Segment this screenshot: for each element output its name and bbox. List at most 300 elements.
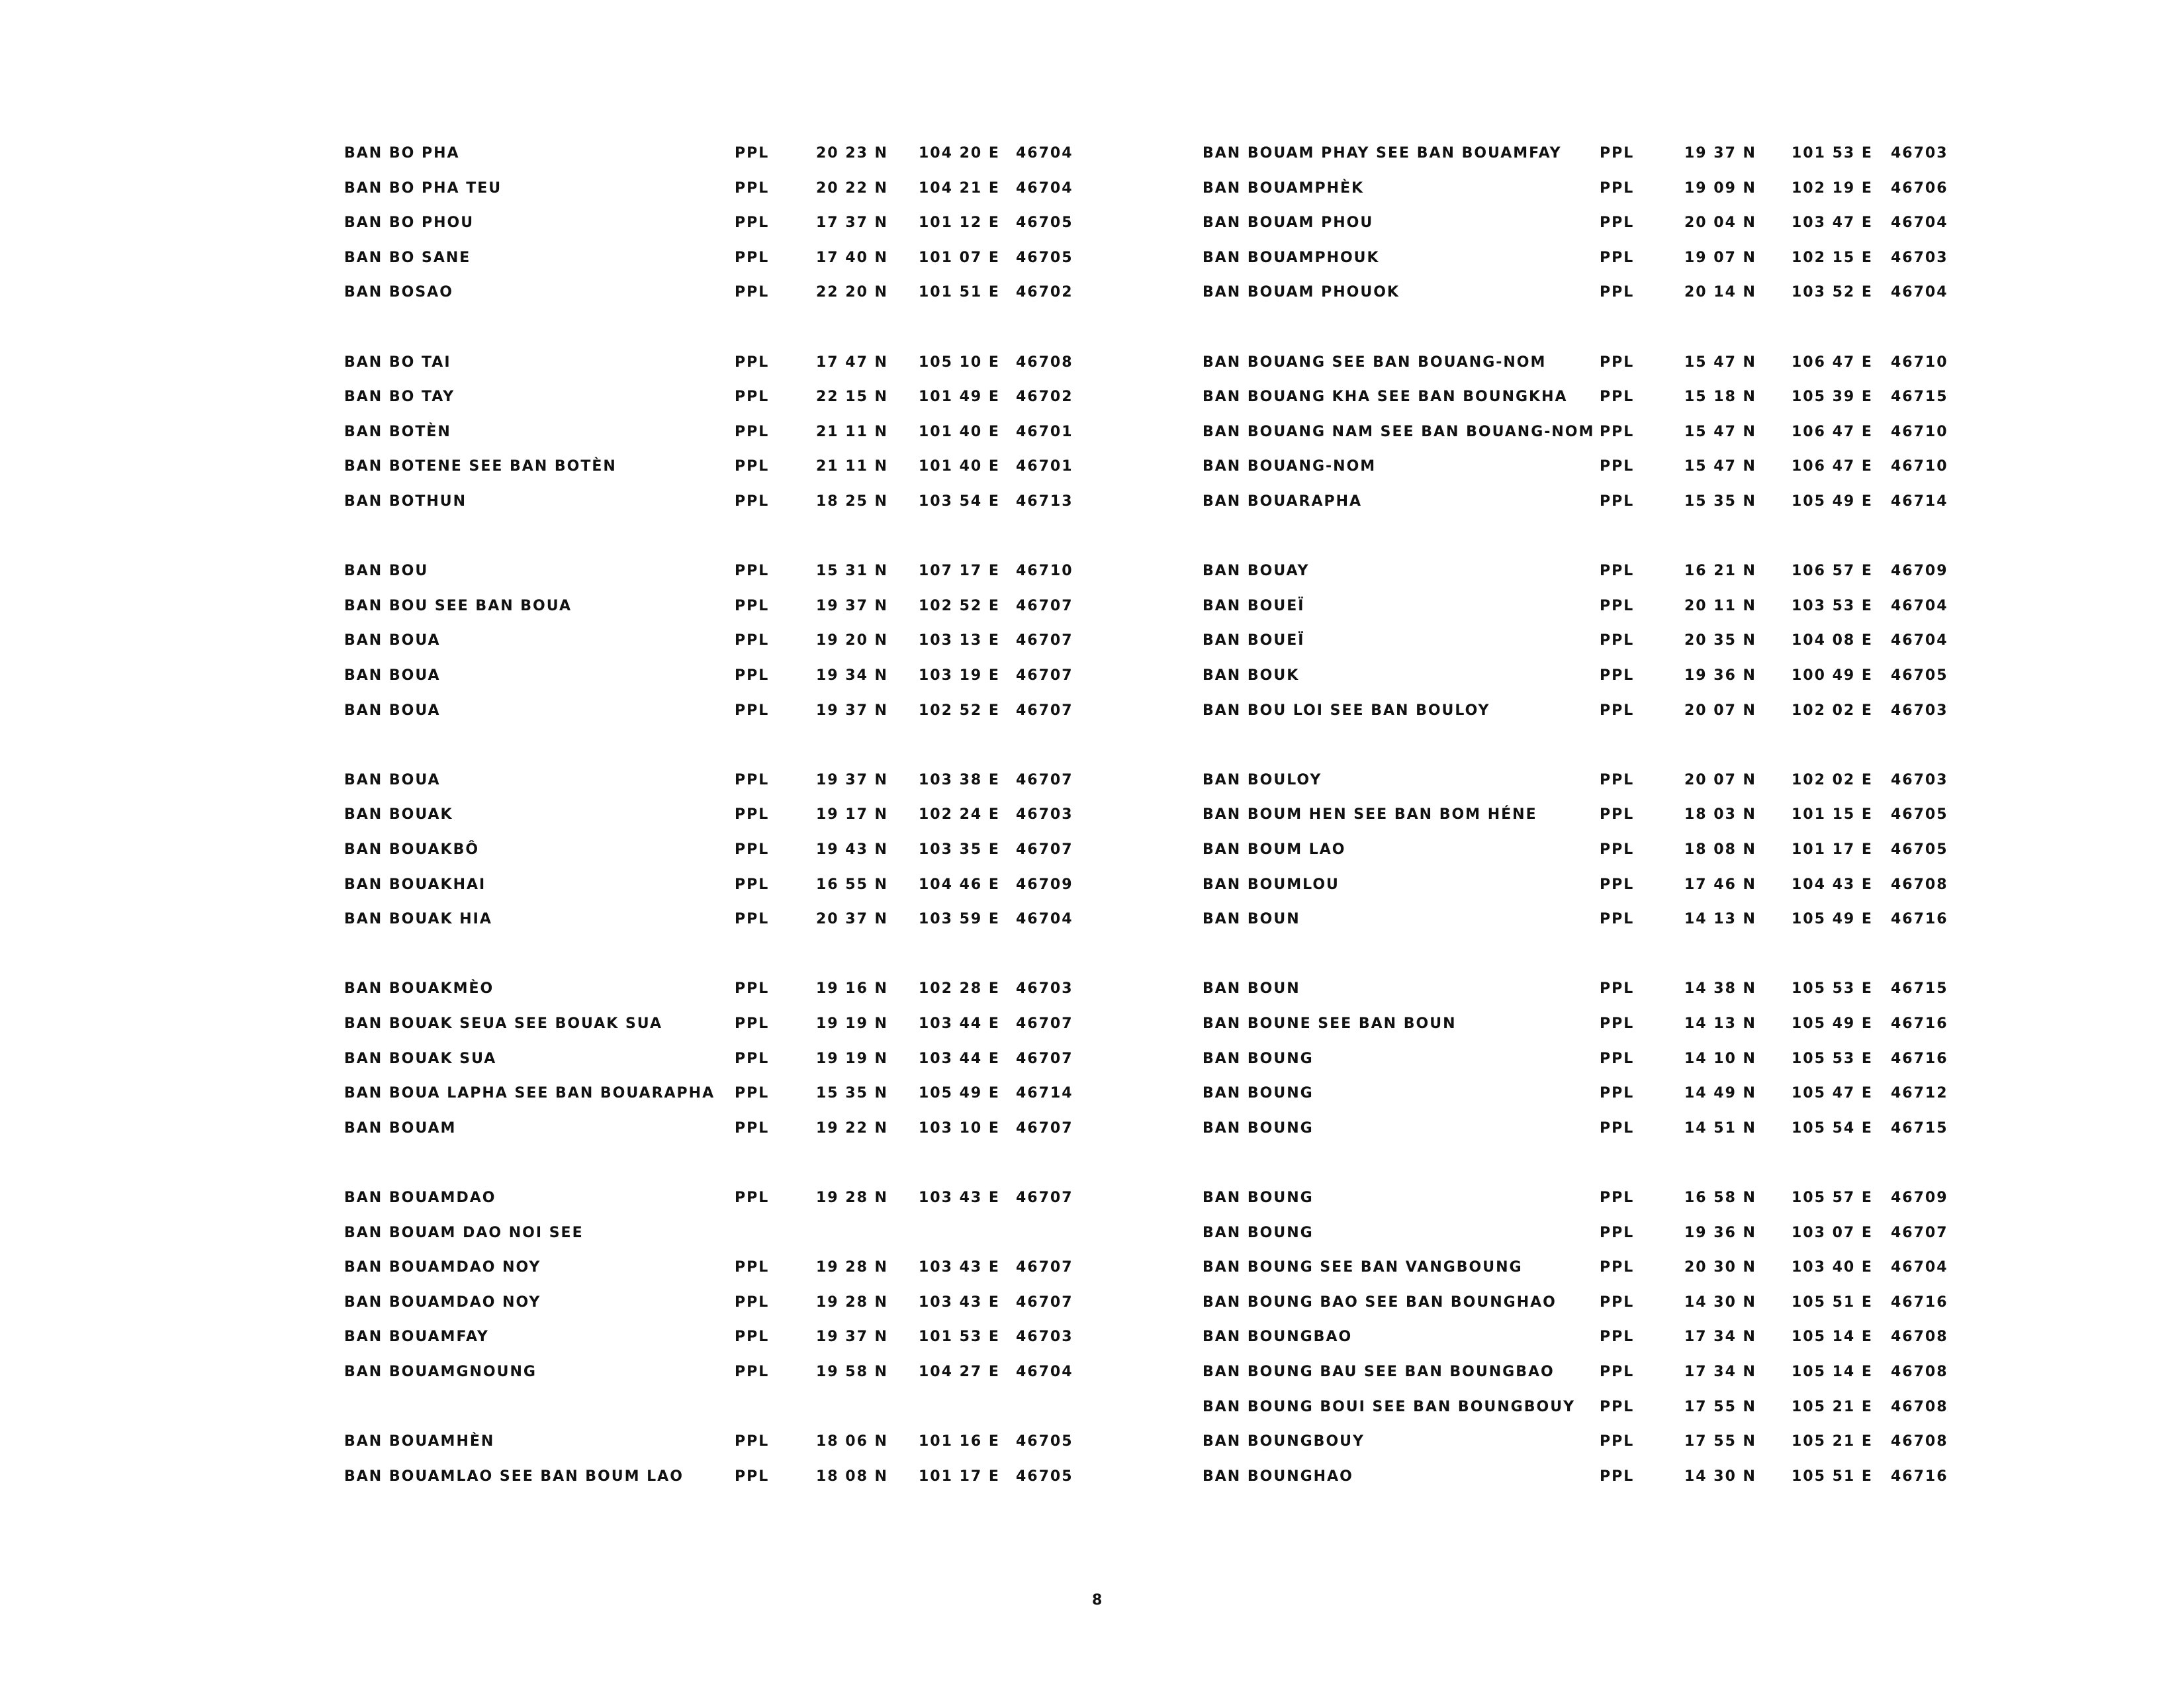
longitude: 102 24 E — [919, 806, 1000, 823]
entry-name: BAN BOU LOI SEE BAN BOULOY — [1203, 702, 1490, 719]
entry-name: BAN BOUA — [344, 771, 441, 788]
entry-row — [344, 872, 1271, 898]
latitude: 17 37 N — [816, 214, 888, 232]
entry-row — [344, 1429, 1271, 1455]
entry-name: BAN BOTÈN — [344, 423, 451, 440]
entry-row — [344, 1046, 1271, 1072]
entry-name: BAN BOUNGBAO — [1203, 1329, 1353, 1346]
entry-name: BAN BOUNGHAO — [1203, 1468, 1353, 1485]
feature-type: PPL — [735, 1015, 770, 1032]
longitude: 101 15 E — [1792, 806, 1873, 823]
longitude: 100 49 E — [1792, 667, 1873, 684]
latitude: 19 37 N — [816, 771, 888, 788]
map-code: 46704 — [1891, 1259, 1948, 1276]
longitude: 104 27 E — [919, 1364, 1000, 1380]
map-code: 46703 — [1891, 702, 1948, 719]
entry-row — [344, 976, 1271, 1002]
feature-type: PPL — [1600, 423, 1635, 440]
longitude: 103 10 E — [919, 1119, 1000, 1137]
map-code: 46710 — [1891, 353, 1948, 371]
map-code: 46702 — [1016, 284, 1073, 301]
entry-row — [1203, 1011, 2129, 1037]
entry-row — [344, 1080, 1271, 1107]
longitude: 105 49 E — [1792, 493, 1873, 510]
feature-type: PPL — [1600, 145, 1635, 162]
feature-type: PPL — [735, 458, 770, 475]
entry-row — [1203, 279, 2129, 306]
feature-type: PPL — [735, 493, 770, 510]
longitude: 105 53 E — [1792, 980, 1873, 998]
entry-row — [1203, 1046, 2129, 1072]
longitude: 105 49 E — [919, 1085, 1000, 1102]
entry-row — [1203, 906, 2129, 933]
feature-type: PPL — [735, 1119, 770, 1137]
entry-name: BAN BOUANG-NOM — [1203, 458, 1377, 475]
map-code: 46707 — [1016, 1050, 1073, 1067]
latitude: 19 09 N — [1684, 179, 1756, 197]
entry-row — [344, 419, 1271, 445]
entry-row — [1203, 976, 2129, 1002]
entry-name: BAN BOUAY — [1203, 563, 1310, 580]
entry-name: BAN BOUMLOU — [1203, 876, 1340, 893]
map-code: 46704 — [1016, 911, 1073, 928]
longitude: 106 57 E — [1792, 563, 1873, 580]
entry-row — [1203, 453, 2129, 480]
feature-type: PPL — [735, 911, 770, 928]
feature-type: PPL — [735, 249, 770, 266]
map-code: 46703 — [1016, 980, 1073, 998]
feature-type: PPL — [1600, 1398, 1635, 1415]
map-code: 46714 — [1016, 1085, 1073, 1102]
map-code: 46715 — [1891, 980, 1948, 998]
page-number: 8 — [1092, 1592, 1103, 1609]
longitude: 105 47 E — [1792, 1085, 1873, 1102]
entry-name: BAN BOUAMDAO NOY — [344, 1259, 541, 1276]
latitude: 15 35 N — [816, 1085, 888, 1102]
feature-type: PPL — [735, 806, 770, 823]
latitude: 19 17 N — [816, 806, 888, 823]
latitude: 16 58 N — [1684, 1190, 1756, 1206]
entry-row — [344, 453, 1271, 480]
map-code: 46703 — [1891, 249, 1948, 266]
longitude: 105 51 E — [1792, 1293, 1873, 1311]
entry-row — [344, 1011, 1271, 1037]
entry-row — [344, 906, 1271, 933]
map-code: 46708 — [1016, 353, 1073, 371]
entry-name: BAN BOUAM DAO NOI SEE — [344, 1224, 584, 1241]
entry-row — [344, 1464, 1271, 1490]
entry-name: BAN BOUAKHAI — [344, 876, 486, 893]
feature-type: PPL — [1600, 1190, 1635, 1206]
entry-name: BAN BOUNGBOUY — [1203, 1433, 1365, 1450]
feature-type: PPL — [735, 179, 770, 197]
entry-name: BAN BOUA — [344, 632, 441, 649]
latitude: 15 18 N — [1684, 389, 1756, 406]
entry-name: BAN BOUAKMÈO — [344, 980, 494, 998]
feature-type: PPL — [735, 423, 770, 440]
entry-row — [1203, 384, 2129, 410]
map-code: 46709 — [1891, 1190, 1948, 1206]
longitude: 101 40 E — [919, 423, 1000, 440]
longitude: 105 14 E — [1792, 1329, 1873, 1346]
entry-row — [344, 593, 1271, 620]
feature-type: PPL — [735, 841, 770, 858]
longitude: 103 43 E — [919, 1259, 1000, 1276]
latitude: 17 46 N — [1684, 876, 1756, 893]
entry-row — [344, 1220, 1271, 1246]
latitude: 19 37 N — [1684, 145, 1756, 162]
entry-name: BAN BOTENE SEE BAN BOTÈN — [344, 458, 617, 475]
longitude: 104 08 E — [1792, 632, 1873, 649]
entry-row — [1203, 593, 2129, 620]
entry-name: BAN BOUAK — [344, 806, 453, 823]
feature-type: PPL — [735, 980, 770, 998]
entry-row — [1203, 1289, 2129, 1316]
entry-name: BAN BOUAMPHOUK — [1203, 249, 1380, 266]
entry-row — [1203, 1254, 2129, 1281]
map-code: 46703 — [1891, 771, 1948, 788]
map-code: 46707 — [1016, 667, 1073, 684]
longitude: 101 53 E — [1792, 145, 1873, 162]
latitude: 19 37 N — [816, 597, 888, 614]
feature-type: PPL — [1600, 1259, 1635, 1276]
entry-row — [1203, 628, 2129, 654]
entry-row — [344, 1185, 1271, 1211]
map-code: 46708 — [1891, 1398, 1948, 1415]
feature-type: PPL — [735, 1085, 770, 1102]
longitude: 102 52 E — [919, 702, 1000, 719]
entry-row — [344, 140, 1271, 167]
feature-type: PPL — [1600, 493, 1635, 510]
longitude: 105 39 E — [1792, 389, 1873, 406]
longitude: 104 46 E — [919, 876, 1000, 893]
latitude: 18 03 N — [1684, 806, 1756, 823]
entry-name: BAN BOUA — [344, 702, 441, 719]
entry-row — [1203, 1220, 2129, 1246]
entry-name: BAN BOUNG — [1203, 1050, 1314, 1067]
latitude: 20 37 N — [816, 911, 888, 928]
feature-type: PPL — [1600, 980, 1635, 998]
map-code: 46704 — [1891, 632, 1948, 649]
entry-name: BAN BOUNG BAU SEE BAN BOUNGBAO — [1203, 1364, 1555, 1380]
map-code: 46713 — [1016, 493, 1073, 510]
latitude: 15 47 N — [1684, 353, 1756, 371]
entry-name: BAN BOUAM — [344, 1119, 457, 1137]
feature-type: PPL — [1600, 284, 1635, 301]
longitude: 102 28 E — [919, 980, 1000, 998]
latitude: 21 11 N — [816, 458, 888, 475]
feature-type: PPL — [1600, 771, 1635, 788]
longitude: 105 51 E — [1792, 1468, 1873, 1485]
map-code: 46707 — [1891, 1224, 1948, 1241]
feature-type: PPL — [735, 1259, 770, 1276]
entry-name: BAN BOUA LAPHA SEE BAN BOUARAPHA — [344, 1085, 715, 1102]
entry-name: BAN BOUAK HIA — [344, 911, 492, 928]
feature-type: PPL — [1600, 1015, 1635, 1032]
entry-row — [1203, 1429, 2129, 1455]
entry-row — [1203, 210, 2129, 236]
feature-type: PPL — [1600, 1329, 1635, 1346]
longitude: 107 17 E — [919, 563, 1000, 580]
feature-type: PPL — [735, 771, 770, 788]
entry-row — [1203, 419, 2129, 445]
latitude: 14 49 N — [1684, 1085, 1756, 1102]
entry-row — [344, 175, 1271, 202]
entry-row — [1203, 872, 2129, 898]
longitude: 103 13 E — [919, 632, 1000, 649]
entry-row — [344, 384, 1271, 410]
feature-type: PPL — [735, 1050, 770, 1067]
map-code: 46707 — [1016, 702, 1073, 719]
longitude: 103 52 E — [1792, 284, 1873, 301]
entry-row — [1203, 1080, 2129, 1107]
entry-row — [344, 1324, 1271, 1350]
entry-row — [344, 698, 1271, 724]
entry-name: BAN BOUAK SEUA SEE BOUAK SUA — [344, 1015, 663, 1032]
entry-row — [344, 628, 1271, 654]
entry-row — [344, 1115, 1271, 1142]
latitude: 19 20 N — [816, 632, 888, 649]
latitude: 19 28 N — [816, 1259, 888, 1276]
latitude: 14 30 N — [1684, 1468, 1756, 1485]
entry-row — [1203, 140, 2129, 167]
latitude: 19 37 N — [816, 702, 888, 719]
feature-type: PPL — [735, 145, 770, 162]
entry-row — [1203, 1115, 2129, 1142]
map-code: 46705 — [1891, 841, 1948, 858]
entry-row — [1203, 767, 2129, 794]
feature-type: PPL — [735, 667, 770, 684]
map-code: 46707 — [1016, 771, 1073, 788]
feature-type: PPL — [1600, 1468, 1635, 1485]
latitude: 16 55 N — [816, 876, 888, 893]
longitude: 106 47 E — [1792, 423, 1873, 440]
longitude: 106 47 E — [1792, 458, 1873, 475]
longitude: 103 59 E — [919, 911, 1000, 928]
entry-row — [1203, 1394, 2129, 1421]
feature-type: PPL — [735, 597, 770, 614]
longitude: 103 53 E — [1792, 597, 1873, 614]
map-code: 46715 — [1891, 389, 1948, 406]
latitude: 18 08 N — [816, 1468, 888, 1485]
map-code: 46705 — [1016, 1433, 1073, 1450]
longitude: 101 07 E — [919, 249, 1000, 266]
entry-row — [344, 802, 1271, 828]
latitude: 19 19 N — [816, 1015, 888, 1032]
entry-name: BAN BOUAMDAO NOY — [344, 1293, 541, 1311]
feature-type: PPL — [1600, 597, 1635, 614]
longitude: 101 17 E — [1792, 841, 1873, 858]
latitude: 15 31 N — [816, 563, 888, 580]
feature-type: PPL — [735, 1433, 770, 1450]
latitude: 18 06 N — [816, 1433, 888, 1450]
entry-name: BAN BOUNE SEE BAN BOUN — [1203, 1015, 1457, 1032]
latitude: 20 30 N — [1684, 1259, 1756, 1276]
latitude: 22 20 N — [816, 284, 888, 301]
entry-row — [1203, 489, 2129, 515]
feature-type: PPL — [1600, 841, 1635, 858]
map-code: 46705 — [1016, 249, 1073, 266]
feature-type: PPL — [1600, 179, 1635, 197]
entry-name: BAN BO TAI — [344, 353, 451, 371]
map-code: 46716 — [1891, 1293, 1948, 1311]
entry-name: BAN BOUANG SEE BAN BOUANG-NOM — [1203, 353, 1547, 371]
entry-name: BAN BOUAKBÔ — [344, 841, 480, 858]
entry-name: BAN BOSAO — [344, 284, 453, 301]
map-code: 46705 — [1016, 214, 1073, 232]
longitude: 103 44 E — [919, 1050, 1000, 1067]
map-code: 46707 — [1016, 1119, 1073, 1137]
entry-row — [344, 663, 1271, 689]
latitude: 19 16 N — [816, 980, 888, 998]
longitude: 102 02 E — [1792, 771, 1873, 788]
feature-type: PPL — [1600, 1224, 1635, 1241]
entry-name: BAN BO SANE — [344, 249, 471, 266]
entry-name: BAN BOUANG KHA SEE BAN BOUNGKHA — [1203, 389, 1568, 406]
latitude: 19 22 N — [816, 1119, 888, 1137]
map-code: 46716 — [1891, 1050, 1948, 1067]
longitude: 103 38 E — [919, 771, 1000, 788]
entry-name: BAN BOUAM PHAY SEE BAN BOUAMFAY — [1203, 145, 1562, 162]
map-code: 46703 — [1016, 806, 1073, 823]
entry-name: BAN BOUNG — [1203, 1224, 1314, 1241]
feature-type: PPL — [1600, 249, 1635, 266]
entry-row — [344, 350, 1271, 376]
map-code: 46701 — [1016, 458, 1073, 475]
latitude: 20 07 N — [1684, 771, 1756, 788]
map-code: 46706 — [1891, 179, 1948, 197]
latitude: 19 36 N — [1684, 667, 1756, 684]
latitude: 20 11 N — [1684, 597, 1756, 614]
map-code: 46705 — [1016, 1468, 1073, 1485]
feature-type: PPL — [1600, 1085, 1635, 1102]
latitude: 16 21 N — [1684, 563, 1756, 580]
map-code: 46703 — [1016, 1329, 1073, 1346]
map-code: 46710 — [1016, 563, 1073, 580]
feature-type: PPL — [1600, 1433, 1635, 1450]
feature-type: PPL — [1600, 806, 1635, 823]
map-code: 46708 — [1891, 876, 1948, 893]
longitude: 101 17 E — [919, 1468, 1000, 1485]
feature-type: PPL — [735, 1468, 770, 1485]
map-code: 46701 — [1016, 423, 1073, 440]
feature-type: PPL — [735, 214, 770, 232]
entry-row — [344, 489, 1271, 515]
map-code: 46707 — [1016, 1293, 1073, 1311]
latitude: 18 08 N — [1684, 841, 1756, 858]
latitude: 19 28 N — [816, 1190, 888, 1206]
map-code: 46703 — [1891, 145, 1948, 162]
entry-name: BAN BOUANG NAM SEE BAN BOUANG-NOM — [1203, 423, 1595, 440]
latitude: 14 10 N — [1684, 1050, 1756, 1067]
feature-type: PPL — [1600, 1050, 1635, 1067]
latitude: 18 25 N — [816, 493, 888, 510]
longitude: 101 49 E — [919, 389, 1000, 406]
map-code: 46710 — [1891, 458, 1948, 475]
longitude: 101 40 E — [919, 458, 1000, 475]
entry-row — [344, 279, 1271, 306]
latitude: 20 14 N — [1684, 284, 1756, 301]
feature-type: PPL — [735, 1329, 770, 1346]
latitude: 19 07 N — [1684, 249, 1756, 266]
longitude: 103 40 E — [1792, 1259, 1873, 1276]
longitude: 105 14 E — [1792, 1364, 1873, 1380]
latitude: 14 13 N — [1684, 1015, 1756, 1032]
latitude: 17 55 N — [1684, 1398, 1756, 1415]
feature-type: PPL — [735, 1190, 770, 1206]
latitude: 17 34 N — [1684, 1329, 1756, 1346]
map-code: 46705 — [1891, 667, 1948, 684]
entry-row — [1203, 1464, 2129, 1490]
entry-name: BAN BOUAM PHOU — [1203, 214, 1374, 232]
entry-row — [344, 245, 1271, 271]
entry-name: BAN BOUAM PHOUOK — [1203, 284, 1400, 301]
entry-name: BAN BOUAMGNOUNG — [344, 1364, 537, 1380]
feature-type: PPL — [1600, 389, 1635, 406]
longitude: 102 19 E — [1792, 179, 1873, 197]
entry-name: BAN BOUAMDAO — [344, 1190, 496, 1206]
feature-type: PPL — [1600, 667, 1635, 684]
map-code: 46714 — [1891, 493, 1948, 510]
feature-type: PPL — [1600, 563, 1635, 580]
map-code: 46712 — [1891, 1085, 1948, 1102]
latitude: 20 23 N — [816, 145, 888, 162]
latitude: 19 36 N — [1684, 1224, 1756, 1241]
latitude: 19 28 N — [816, 1293, 888, 1311]
longitude: 103 54 E — [919, 493, 1000, 510]
entry-name: BAN BO PHA — [344, 145, 460, 162]
entry-row — [344, 1289, 1271, 1316]
feature-type: PPL — [735, 389, 770, 406]
map-code: 46704 — [1016, 145, 1073, 162]
latitude: 20 04 N — [1684, 214, 1756, 232]
latitude: 19 37 N — [816, 1329, 888, 1346]
entry-name: BAN BOUAMPHÈK — [1203, 179, 1365, 197]
latitude: 20 07 N — [1684, 702, 1756, 719]
entry-row — [344, 1359, 1271, 1385]
latitude: 14 51 N — [1684, 1119, 1756, 1137]
longitude: 104 20 E — [919, 145, 1000, 162]
longitude: 105 49 E — [1792, 1015, 1873, 1032]
longitude: 102 02 E — [1792, 702, 1873, 719]
longitude: 101 12 E — [919, 214, 1000, 232]
entry-name: BAN BOUNG BAO SEE BAN BOUNGHAO — [1203, 1293, 1557, 1311]
longitude: 105 54 E — [1792, 1119, 1873, 1137]
map-code: 46707 — [1016, 1190, 1073, 1206]
map-code: 46704 — [1891, 284, 1948, 301]
feature-type: PPL — [735, 563, 770, 580]
longitude: 105 10 E — [919, 353, 1000, 371]
feature-type: PPL — [735, 702, 770, 719]
entry-row — [1203, 837, 2129, 863]
latitude: 17 34 N — [1684, 1364, 1756, 1380]
feature-type: PPL — [735, 1293, 770, 1311]
feature-type: PPL — [1600, 1293, 1635, 1311]
map-code: 46716 — [1891, 1468, 1948, 1485]
entry-row — [344, 558, 1271, 585]
latitude: 15 47 N — [1684, 423, 1756, 440]
entry-name: BAN BOUAMHÈN — [344, 1433, 495, 1450]
map-code: 46708 — [1891, 1433, 1948, 1450]
map-code: 46704 — [1016, 179, 1073, 197]
latitude: 22 15 N — [816, 389, 888, 406]
entry-name: BAN BOUA — [344, 667, 441, 684]
latitude: 17 47 N — [816, 353, 888, 371]
feature-type: PPL — [735, 284, 770, 301]
longitude: 105 53 E — [1792, 1050, 1873, 1067]
map-code: 46709 — [1016, 876, 1073, 893]
map-code: 46716 — [1891, 1015, 1948, 1032]
